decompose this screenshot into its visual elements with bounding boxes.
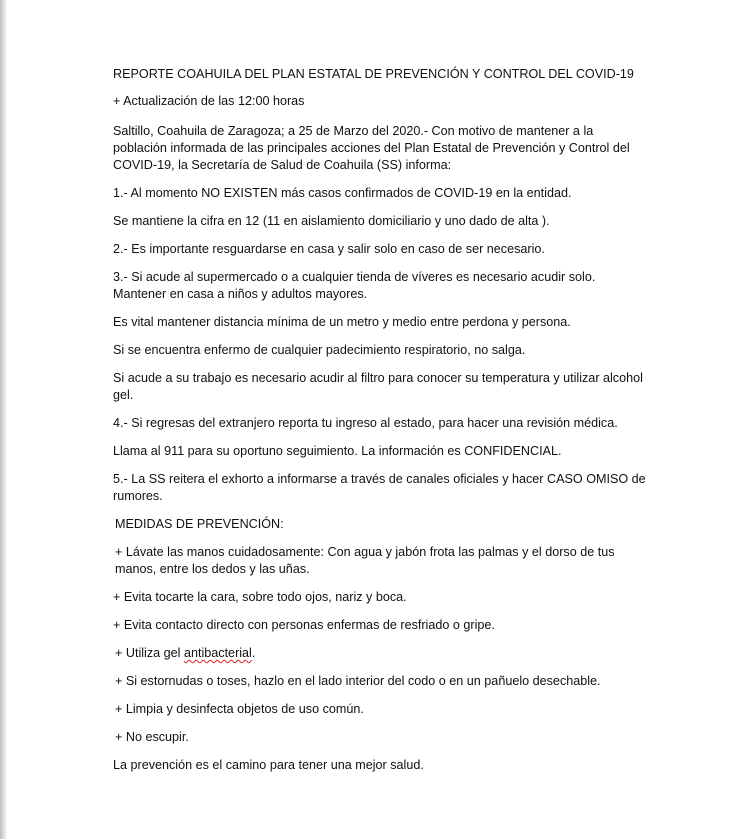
intro-paragraph: Saltillo, Coahuila de Zaragoza; a 25 de Marzo del 2020.- Con motivo de mantener a la población informada de las principales acciones del Plan Estatal de Prevención y Control del COVID-19, la Secretaría de Salud de Coahuila (SS) informa: — [113, 124, 630, 172]
measure-clean: + Limpia y desinfecta objetos de uso común. — [115, 702, 364, 716]
update-line: + Actualización de las 12:00 horas — [113, 94, 305, 108]
measure-gel-suffix: . — [251, 646, 256, 660]
spellcheck-word[interactable]: antibacterial — [183, 646, 252, 660]
measure-avoid-face: + Evita tocarte la cara, sobre todo ojos, nariz y boca. — [113, 590, 407, 604]
point-2: 2.- Es importante resguardarse en casa y salir solo en caso de ser necesario. — [113, 242, 545, 256]
measure-gel — [113, 645, 673, 662]
point-4: 4.- Si regresas del extranjero reporta tu ingreso al estado, para hacer una revisión médica. — [113, 416, 618, 430]
point-1: 1.- Al momento NO EXISTEN más casos confirmados de COVID-19 en la entidad. — [113, 186, 572, 200]
measure-no-spit: + No escupir. — [115, 730, 189, 744]
measure-avoid-contact: + Evita contacto directo con personas enfermas de resfriado o gripe. — [113, 618, 495, 632]
point-3: 3.- Si acude al supermercado o a cualquier tienda de víveres es necesario acudir solo. Mantener en casa a niños y adultos mayores. — [113, 270, 596, 301]
sick-advice: Si se encuentra enfermo de cualquier padecimiento respiratorio, no salga. — [113, 343, 526, 357]
point-5: 5.- La SS reitera el exhorto a informarse a través de canales oficiales y hacer CASO OMISO de rumores. — [113, 472, 646, 503]
page-edge-shadow — [0, 0, 7, 839]
measure-wash-hands: + Lávate las manos cuidadosamente: Con agua y jabón frota las palmas y el dorso de tus manos, entre los dedos y las uñas. — [115, 545, 615, 576]
measure-sneeze: + Si estornudas o toses, hazlo en el lado interior del codo o en un pañuelo desechable. — [115, 674, 601, 688]
case-figure: Se mantiene la cifra en 12 (11 en aislamiento domiciliario y uno dado de alta ). — [113, 214, 550, 228]
call-911: Llama al 911 para su oportuno seguimiento. La información es CONFIDENCIAL. — [113, 444, 562, 458]
closing-line: La prevención es el camino para tener una mejor salud. — [113, 758, 424, 772]
document-body — [113, 66, 673, 774]
measures-heading: MEDIDAS DE PREVENCIÓN: — [115, 517, 284, 531]
work-advice: Si acude a su trabajo es necesario acudir al filtro para conocer su temperatura y utilizar alcohol gel. — [113, 371, 643, 402]
distance-advice: Es vital mantener distancia mínima de un metro y medio entre perdona y persona. — [113, 315, 571, 329]
document-title: REPORTE COAHUILA DEL PLAN ESTATAL DE PREVENCIÓN Y CONTROL DEL COVID-19 — [113, 67, 634, 81]
measure-gel-prefix: + Utiliza gel — [115, 646, 184, 660]
